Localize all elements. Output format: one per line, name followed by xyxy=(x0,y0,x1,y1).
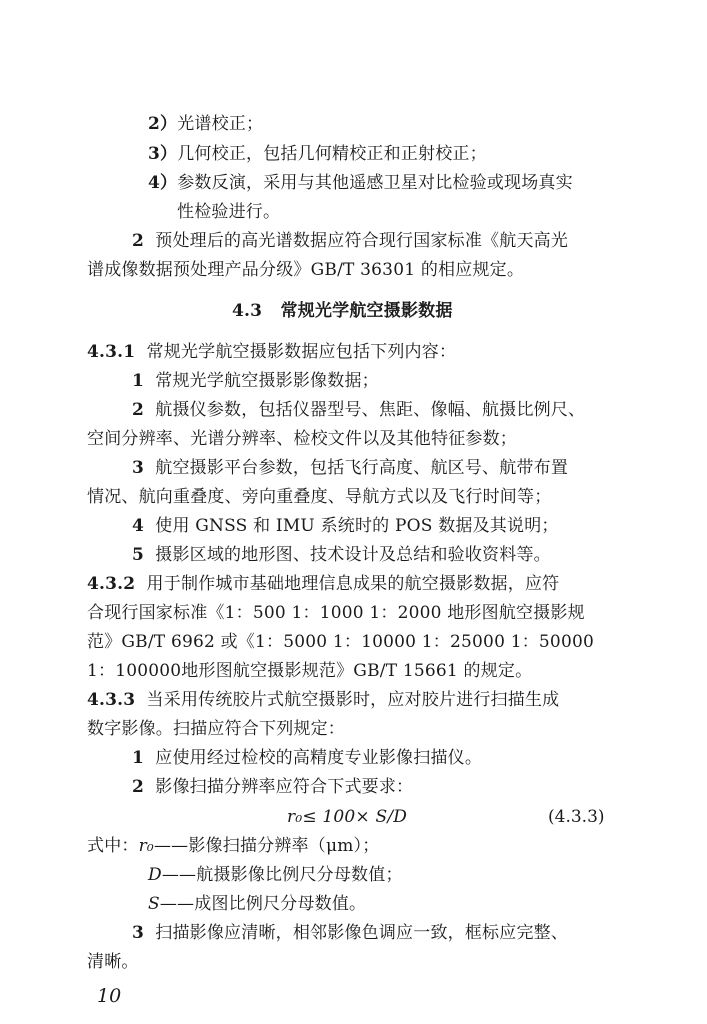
clause-4-3-3: 4.3.3 当采用传统胶片式航空摄影时，应对胶片进行扫描生成 xyxy=(87,690,560,710)
where-S: S——成图比例尺分母数值。 xyxy=(148,894,367,914)
clause-4-3-2-cont-3: 1：100000地形图航空摄影规范》GB/T 15661 的规定。 xyxy=(87,661,533,681)
clause-4-3-1-item-1: 1 常规光学航空摄影影像数据； xyxy=(132,371,379,391)
clause-4-3-3-item-1: 1 应使用经过检校的高精度专业影像扫描仪。 xyxy=(132,748,483,768)
clause-4-3-2-cont-1: 合现行国家标准《1：500 1：1000 1：2000 地形图航空摄影规 xyxy=(87,603,585,623)
equation: r₀≤ 100× S/D xyxy=(287,807,408,827)
clause-4-3-1-item-3-cont: 情况、航向重叠度、旁向重叠度、导航方式以及飞行时间等； xyxy=(87,487,552,507)
clause-4-3-3-item-2: 2 影像扫描分辨率应符合下式要求： xyxy=(132,777,414,797)
list-item-2-spectral: 2）光谱校正； xyxy=(148,114,264,134)
where-D: D——航摄影像比例尺分母数值； xyxy=(148,865,403,885)
clause-4-3-1-item-2: 2 航摄仪参数，包括仪器型号、焦距、像幅、航摄比例尺、 xyxy=(132,400,586,420)
clause-4-3-2-cont-2: 范》GB/T 6962 或《1：5000 1：10000 1：25000 1：50000 xyxy=(87,632,594,652)
list-item-4-inversion: 4）参数反演，采用与其他遥感卫星对比检验或现场真实 xyxy=(148,173,573,193)
equation-number: (4.3.3) xyxy=(548,807,605,827)
clause-2-preprocessing: 2 预处理后的高光谱数据应符合现行国家标准《航天高光 xyxy=(132,231,569,251)
clause-4-3-3-item-3: 3 扫描影像应清晰，相邻影像色调应一致，框标应完整、 xyxy=(132,923,569,943)
clause-4-3-1-item-5: 5 摄影区域的地形图、技术设计及总结和验收资料等。 xyxy=(132,545,551,565)
clause-4-3-1: 4.3.1 常规光学航空摄影数据应包括下列内容： xyxy=(87,342,457,362)
list-item-3-geometric: 3）几何校正，包括几何精校正和正射校正； xyxy=(148,144,487,164)
where-r0: 式中：r₀——影像扫描分辨率（μm）； xyxy=(87,836,380,856)
clause-4-3-1-item-4: 4 使用 GNSS 和 IMU 系统时的 POS 数据及其说明； xyxy=(132,516,559,536)
clause-4-3-3-item-3-cont: 清晰。 xyxy=(87,952,139,972)
page-number: 10 xyxy=(97,985,122,1007)
clause-4-3-1-item-2-cont: 空间分辨率、光谱分辨率、检校文件以及其他特征参数； xyxy=(87,429,517,449)
clause-4-3-1-item-3: 3 航空摄影平台参数，包括飞行高度、航区号、航带布置 xyxy=(132,458,569,478)
clause-4-3-3-cont: 数字影像。扫描应符合下列规定： xyxy=(87,719,345,739)
clause-4-3-2: 4.3.2 用于制作城市基础地理信息成果的航空摄影数据，应符 xyxy=(87,574,560,594)
section-heading: 4.3 常规光学航空摄影数据 xyxy=(232,301,453,321)
clause-2-continuation: 谱成像数据预处理产品分级》GB/T 36301 的相应规定。 xyxy=(87,260,525,280)
list-item-4-continuation: 性检验进行。 xyxy=(177,202,281,222)
